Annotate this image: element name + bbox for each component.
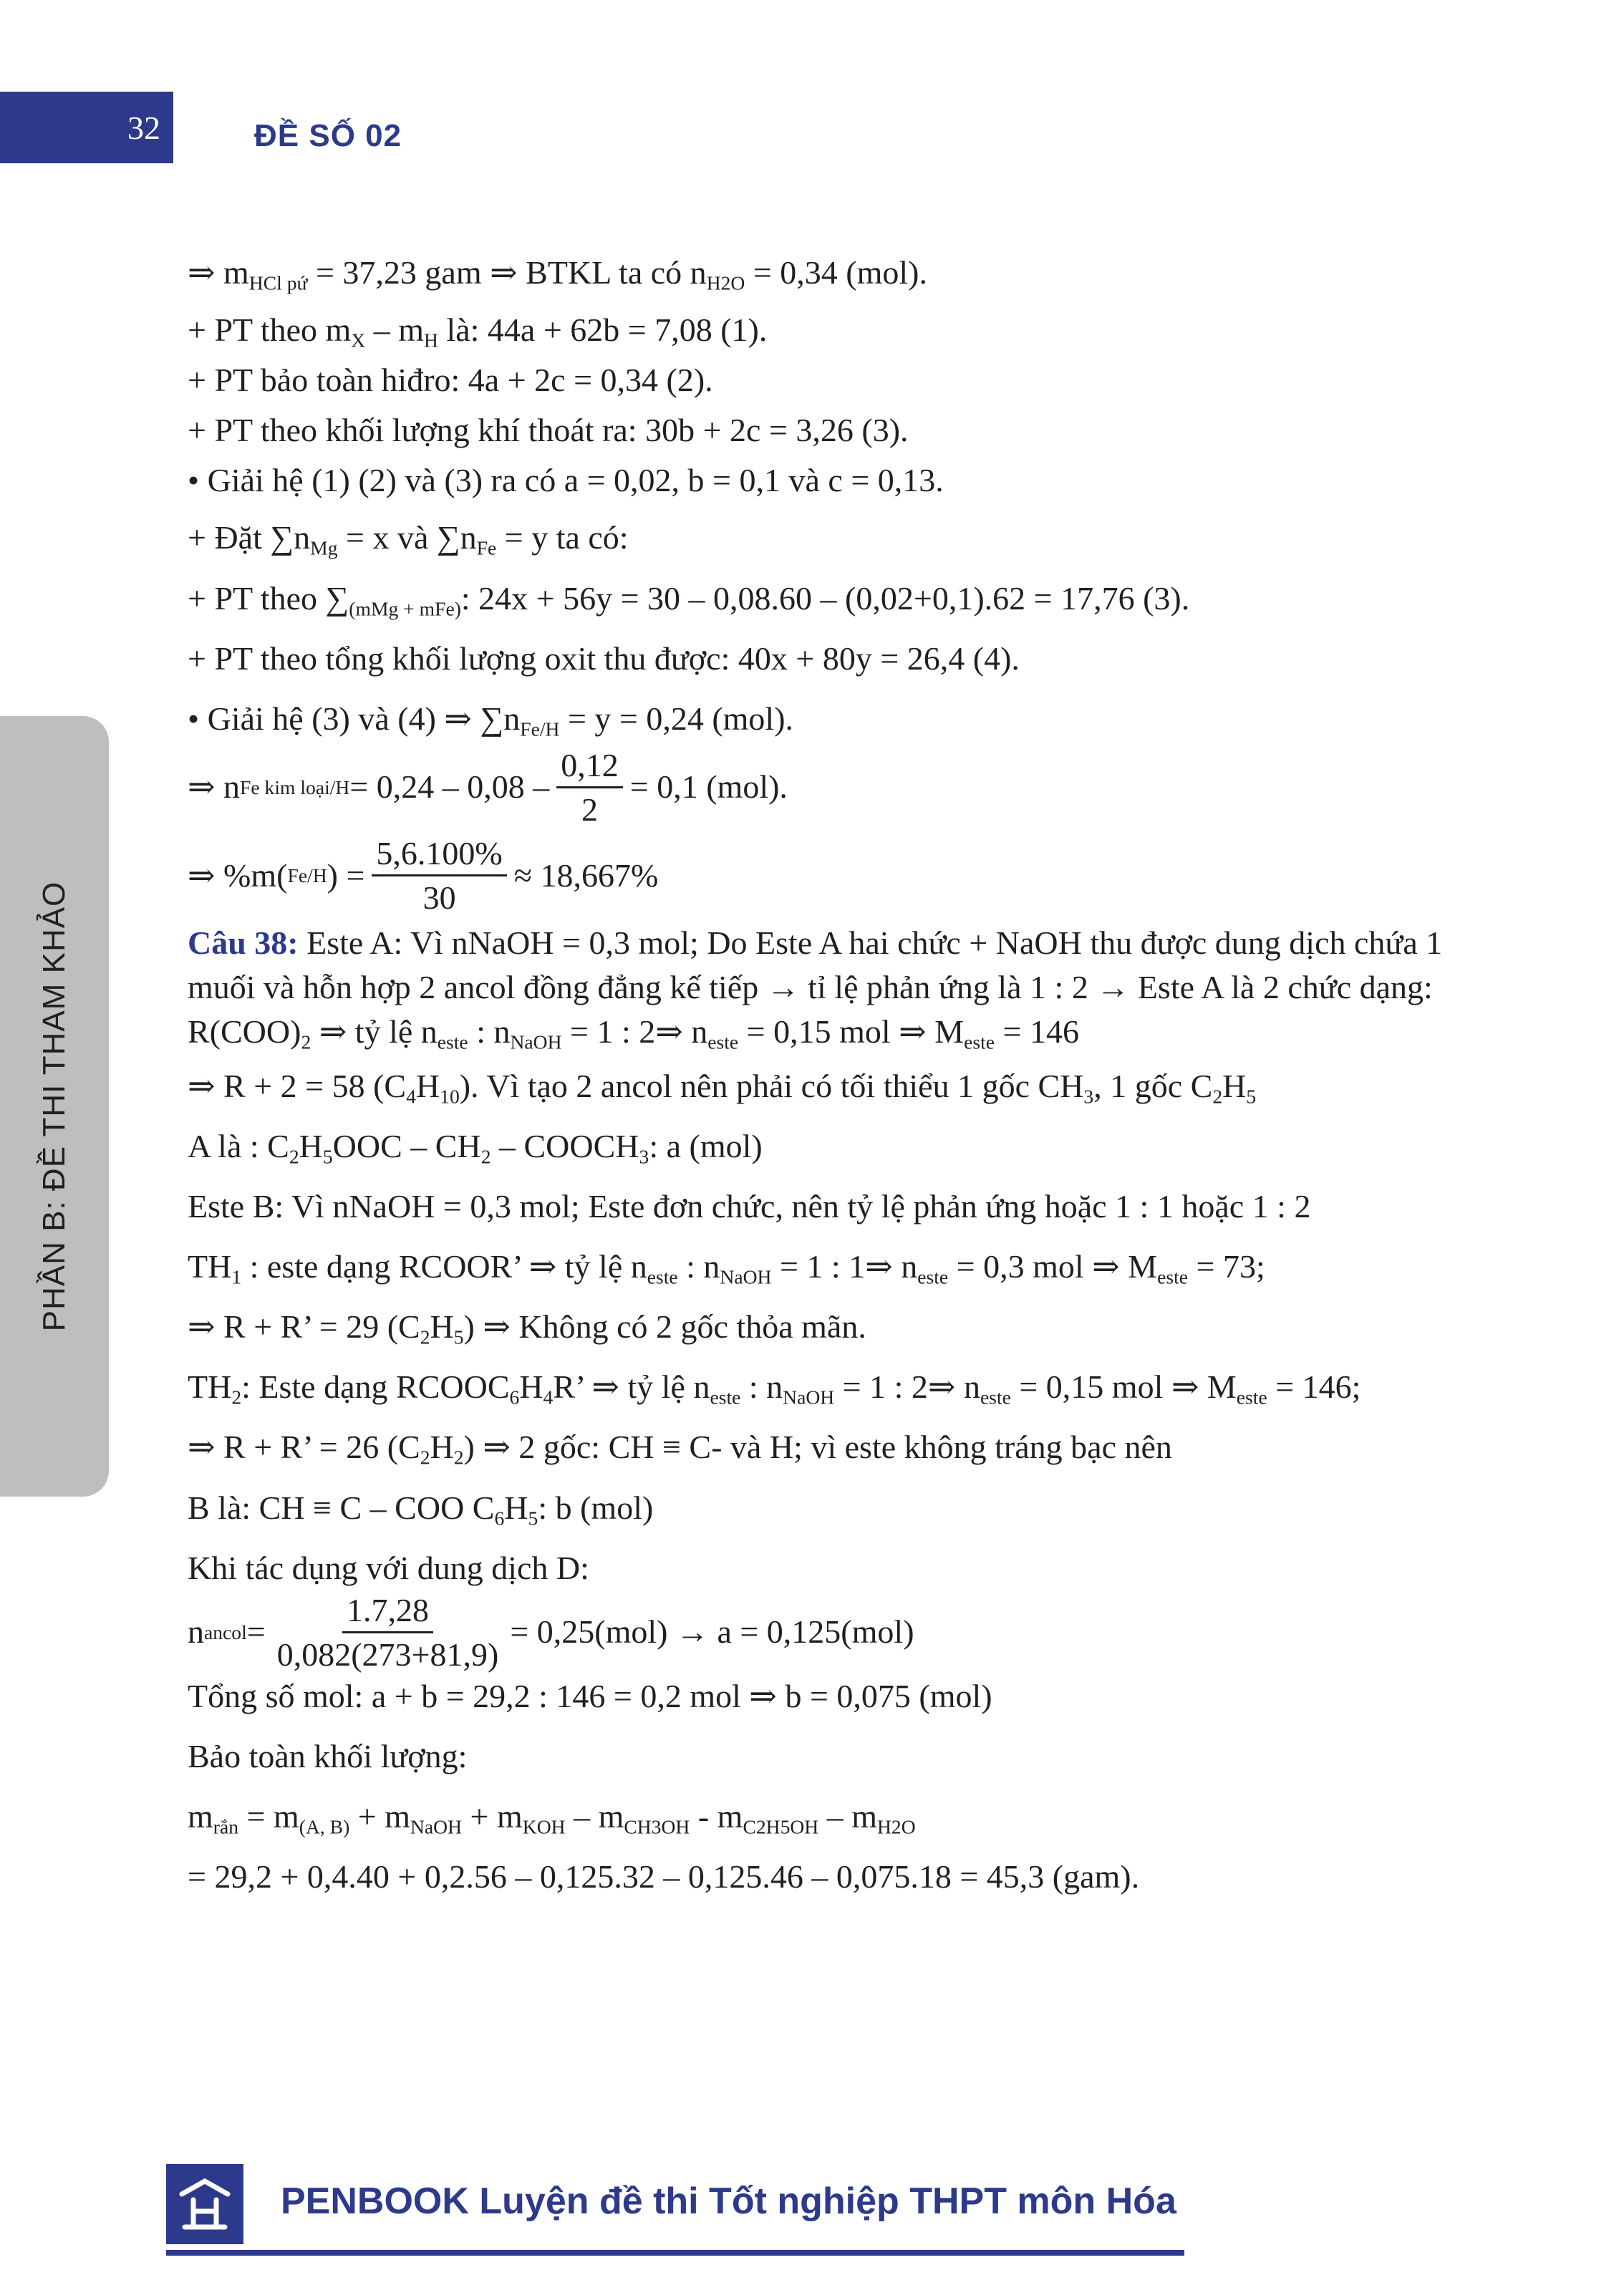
text-line: $TH_2$: Este dạng $RCOOC_6H_4R$’ ⇒ tỷ lệ $n_{este}$ : $n_{NaOH} = 1$ : 2⇒ $n_{este} = 0,15$ mol ⇒ $M_{este} = 146$; [188,1368,1361,1409]
question-label: Câu 38: [188,924,299,961]
side-tab-label: PHẦN B: ĐỀ THI THAM KHẢO [37,881,72,1332]
text-line: • Giải hệ (1) (2) và (3) ra có a = 0,02, b = 0,1 và c = 0,13. [188,462,944,499]
text-line: + PT theo $m_X - m_H$ là: 44a + 62b = 7,08 (1). [188,311,768,352]
solution-content [188,251,1498,1899]
text-line: ⇒ R + R’ = 26 $(C_2H_2)$ ⇒ 2 gốc: CH ≡ C- và H; vì este không tráng bạc nên [188,1429,1172,1469]
footer [166,2164,1184,2256]
fraction: $\frac{5,6.100\%}{30}$ [372,834,506,917]
text-line: + PT theo khối lượng khí thoát ra: 30b + 2c = 3,26 (3). [188,412,909,449]
fraction-line: ⇒ %m( Fe/H ) = $\frac{5,6.100\%}{30}$ ≈ 18,667% [188,834,1498,917]
text-line: B là: CH ≡ C – COO $C_6H_5$: b (mol) [188,1489,654,1529]
text-line: Bảo toàn khối lượng: [188,1738,468,1775]
text-line: Este B: Vì nNaOH = 0,3 mol; Este đơn chức, nên tỷ lệ phản ứng hoặc 1 : 1 hoặc 1 : 2 [188,1188,1311,1225]
text-line: + Đặt $\sum n_{Mg} = x$ và $\sum n_{Fe} = y$ ta có: [188,519,629,559]
fraction: $\frac{1.7,28}{0,082(273+81,9)}$ [276,1591,499,1673]
text-line: + PT bảo toàn hiđro: 4a + 2c = 0,34 (2). [188,362,713,399]
text-line: $TH_1$ : este dạng RCOOR’ ⇒ tỷ lệ $n_{este}$ : $n_{NaOH} = 1$ : 1⇒ $n_{este} = 0,3$ mol ⇒ $M_{este} = 73$; [188,1248,1265,1288]
text-line: • Giải hệ (3) và (4) ⇒ $\sum n_{Fe/H} = y = 0,24$ (mol). [188,700,794,740]
fraction-line: ⇒ n Fe kim loại/H = 0,24 – 0,08 – $\frac{0,12}{2}$ = 0,1 (mol). [188,745,1498,829]
text-line: ⇒ R + 2 = 58 $(C_4H_{10})$. Vì tạo 2 ancol nên phải có tối thiểu 1 gốc $CH_3$, 1 gốc $C_2H_5$ [188,1067,1257,1108]
text-line: $m_{rắn} = m_{(A, B)} + m_{NaOH} + m_{KOH} - m_{CH3OH} - m_{C2H5OH} - m_{H2O}$ [188,1798,916,1838]
question-38: Câu 38: Este A: Vì nNaOH = 0,3 mol; Do Este A hai chức + NaOH thu được dung dịch chứa 1 muối và hỗn hợp 2 ancol đồng đẳng kế tiếp → tỉ lệ phản ứng là 1 : 2 → Este A là 2 chức dạng: $R(COO)_2$ ⇒ tỷ lệ $n_{este}$ : $n_{NaOH} = 1$ : 2⇒ $n_{este} = 0,15$ mol ⇒ $M_{este} = 146$ [188,924,1443,1053]
header-title: ĐỀ SỐ 02 [254,118,402,153]
penbook-logo-icon [166,2164,243,2244]
fraction: $\frac{0,12}{2}$ [556,745,623,829]
footer-title: PENBOOK Luyện đề thi Tốt nghiệp THPT môn Hóa [281,2180,1176,2222]
fraction-line: n ancol = $\frac{1.7,28}{0,082(273+81,9)}$ = 0,25(mol) → a = 0,125(mol) [188,1590,1498,1674]
text-line: ⇒ $m_{HCl pứ} = 37,23$ gam ⇒ BTKL ta có $n_{H2O} = 0,34$ (mol). [188,254,927,294]
text-line: A là : $C_2H_5OOC - CH_2$ – $COOCH_3$: a (mol) [188,1127,763,1168]
text-line: Khi tác dụng với dung dịch D: [188,1549,589,1586]
text-line: Tổng số mol: a + b = 29,2 : 146 = 0,2 mol ⇒ b = 0,075 (mol) [188,1678,992,1715]
page-number: 32 [0,92,173,163]
text-line: + PT theo $\sum_{(mMg + mFe)}$: 24x + 56y = 30 – 0,08.60 – (0,02+0,1).62 = 17,76 (3). [188,579,1190,619]
text-line: = 29,2 + 0,4.40 + 0,2.56 – 0,125.32 – 0,125.46 – 0,075.18 = 45,3 (gam). [188,1858,1140,1895]
text-line: + PT theo tổng khối lượng oxit thu được: 40x + 80y = 26,4 (4). [188,639,1020,677]
text-line: ⇒ R + R’ = 29 $(C_2H_5)$ ⇒ Không có 2 gốc thỏa mãn. [188,1308,866,1348]
